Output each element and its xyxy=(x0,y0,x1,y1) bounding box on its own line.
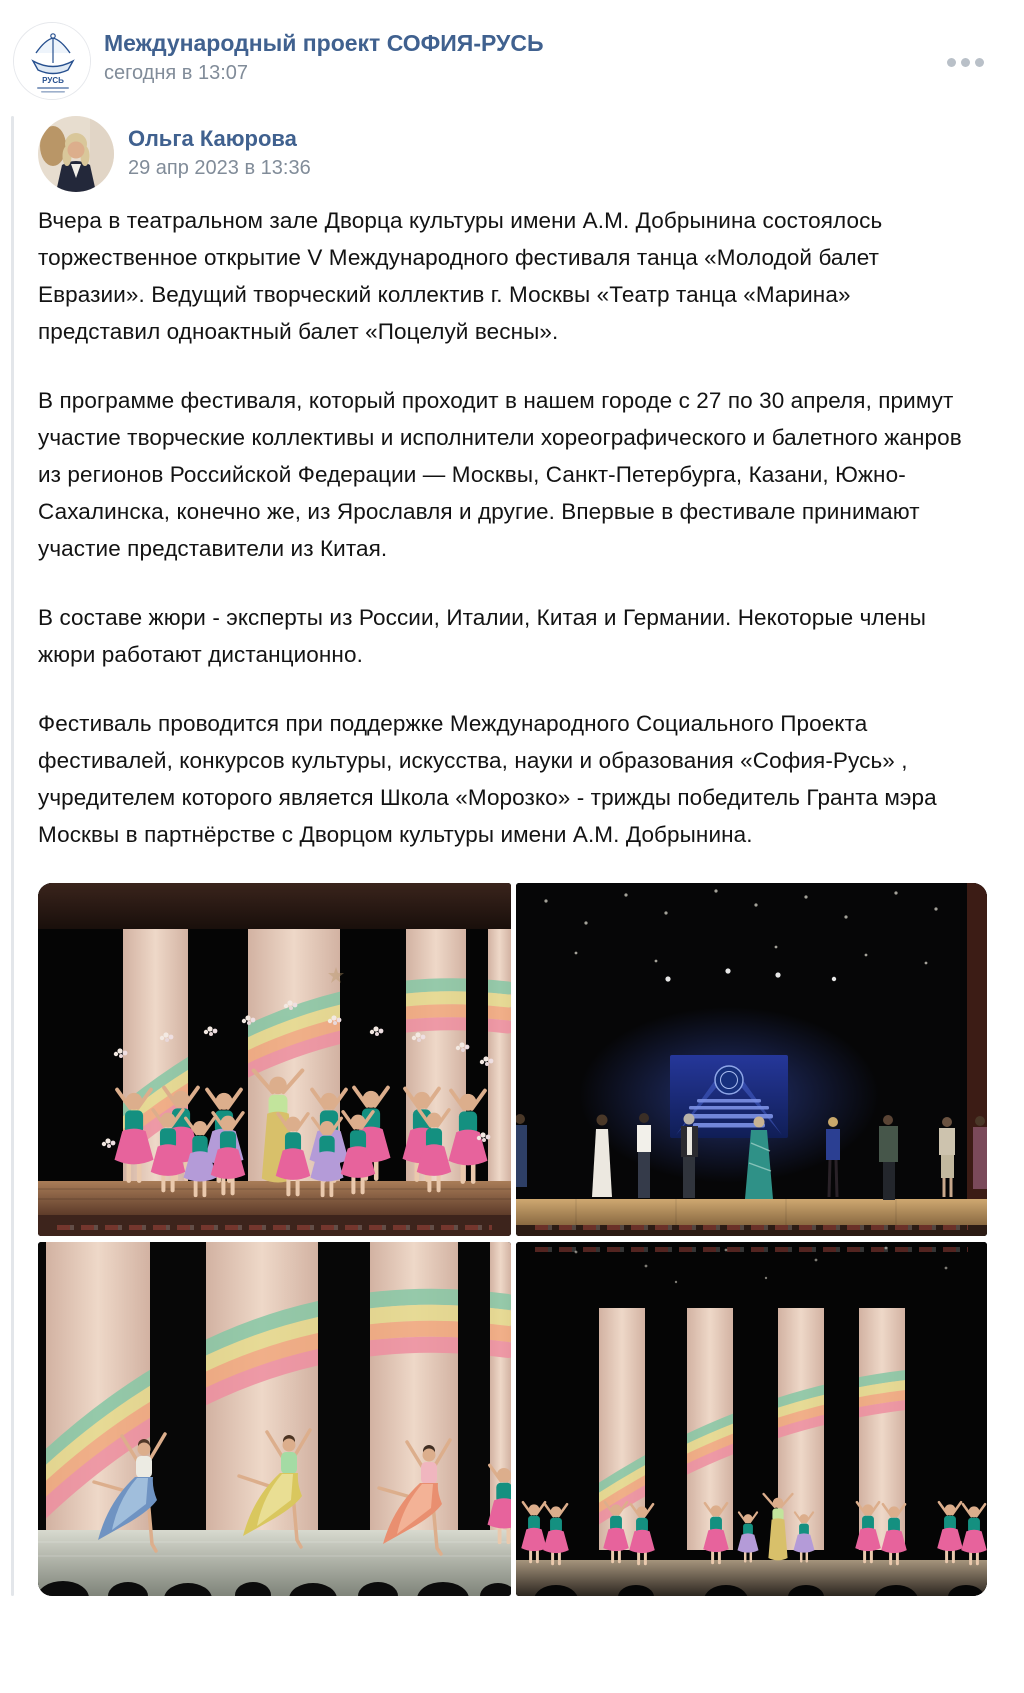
group-name-link[interactable]: Международный проект СОФИЯ-РУСЬ xyxy=(104,30,544,56)
photo-watermark xyxy=(57,1225,492,1230)
group-logo-boat-icon xyxy=(14,23,91,100)
post-timestamp[interactable]: сегодня в 13:07 xyxy=(104,62,248,84)
post-header xyxy=(0,0,1024,100)
author-portrait xyxy=(38,116,114,192)
photo-three-soloists-image xyxy=(38,1242,511,1596)
photo-grid xyxy=(38,883,987,1596)
photo-opening-ceremony[interactable] xyxy=(516,883,987,1236)
photo-opening-ceremony-image xyxy=(516,883,987,1236)
ellipsis-icon xyxy=(975,58,984,67)
photo-ballet-group-pose-image xyxy=(38,883,511,1236)
photo-three-soloists[interactable] xyxy=(38,1242,511,1596)
paragraph: Фестиваль проводится при поддержке Международного Социального Проекта фестивалей, конкурсов культуры, искусства, науки и образования «София-Русь» , учредителем которого является Школа «Морозко» - трижды победитель Гранта мэра Москвы в партнёрстве с Дворцом культуры имени А.М. Добрынина. xyxy=(38,711,937,847)
photo-watermark xyxy=(535,1225,968,1230)
svg-text:РУСЬ: РУСЬ xyxy=(42,76,64,85)
repost-indicator-line xyxy=(11,116,14,1596)
photo-watermark xyxy=(535,1247,968,1252)
repost-timestamp[interactable]: 29 апр 2023 в 13:36 xyxy=(128,157,311,179)
paragraph: Вчера в театральном зале Дворца культуры имени А.М. Добрынина состоялось торжественное открытие V Международного фестиваля танца «Молодой балет Евразии». Ведущий творческий коллектив г. Москвы «Театр танца «Марина» представил одноактный балет «Поцелуй весны». xyxy=(38,208,883,344)
photo-ensemble-line-image xyxy=(516,1242,987,1596)
ellipsis-icon xyxy=(947,58,956,67)
author-avatar[interactable] xyxy=(38,116,114,192)
post-menu-button[interactable] xyxy=(943,54,988,71)
author-name-link[interactable]: Ольга Каюрова xyxy=(128,126,297,151)
photo-ballet-group-pose[interactable] xyxy=(38,883,511,1236)
repost-header xyxy=(38,116,987,192)
repost-block xyxy=(11,116,1024,1596)
group-avatar[interactable] xyxy=(13,22,91,100)
paragraph: В программе фестиваля, который проходит в нашем городе с 27 по 30 апреля, примут участие творческие коллективы и исполнители хореографического и балетного жанров из регионов Российской Федерации — Москвы, Санкт-Петербурга, Казани, Южно-Сахалинска, конечно же, из Ярославля и другие. Впервые в фестивале принимают участие представители из Китая. xyxy=(38,388,962,561)
ellipsis-icon xyxy=(961,58,970,67)
paragraph: В составе жюри - эксперты из России, Италии, Китая и Германии. Некоторые члены жюри работают дистанционно. xyxy=(38,605,927,667)
photo-ensemble-line[interactable] xyxy=(516,1242,987,1596)
post-text xyxy=(38,202,978,853)
